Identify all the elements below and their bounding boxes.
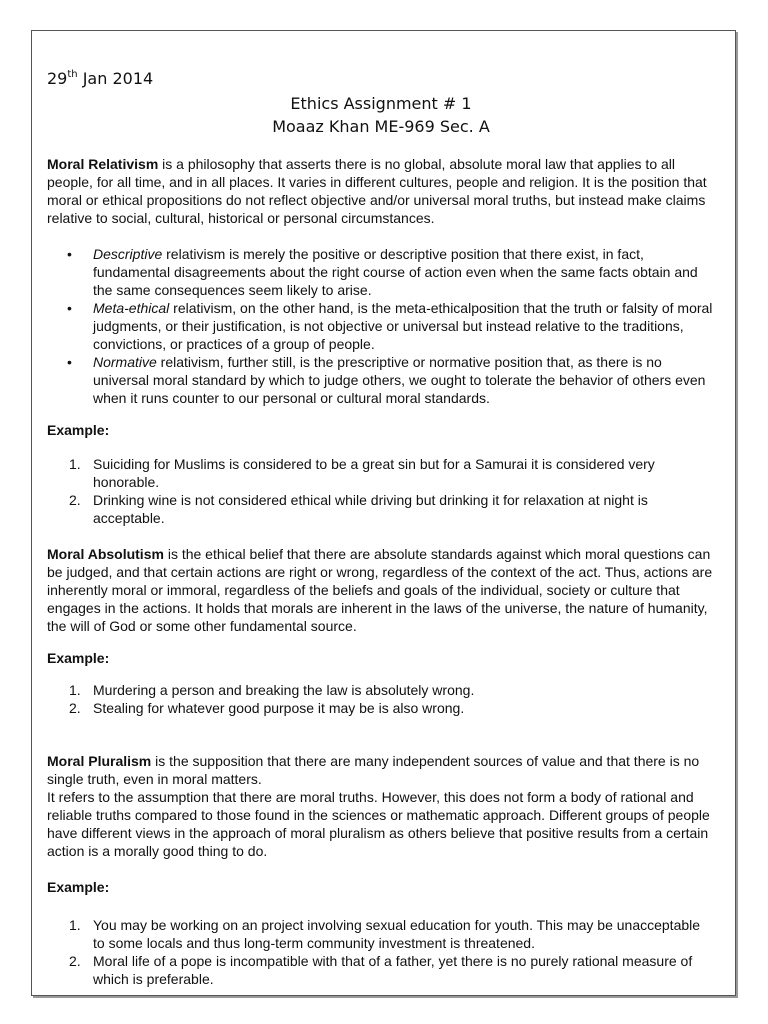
bullet-text: relativism, further still, is the prescriptive or normative position that, as there is no universal moral standard by which to judge others, we ought to tolerate the behavior of others even when it runs counter to our personal or cultural moral standards.	[93, 354, 706, 406]
bullet-term: Descriptive	[93, 246, 163, 262]
pluralism-term: Moral Pluralism	[47, 753, 152, 769]
date-rest: Jan 2014	[77, 69, 154, 88]
bullet-term: Normative	[93, 354, 157, 370]
relativism-example-heading: Example:	[47, 422, 110, 438]
item-number: 1.	[69, 917, 81, 933]
relativism-examples	[47, 455, 715, 527]
absolutism-text: is the ethical belief that there are absolute standards against which moral questions can be judged, and that certain actions are right or wrong, regardless of the context of the act. Thus, actions are inherently moral or immoral, regardless of the beliefs and goals of the individual, society or culture that engages in the actions. It holds that morals are inherent in the laws of the universe, the nature of humanity, the will of God or some other fundamental source.	[47, 546, 713, 634]
relativism-paragraph	[47, 155, 715, 227]
absolutism-examples	[47, 681, 715, 717]
pluralism-paragraph	[47, 752, 715, 788]
document-subtitle: Moaaz Khan ME-969 Sec. A	[272, 117, 490, 136]
document-date	[47, 68, 715, 90]
item-text: You may be working on an project involving sexual education for youth. This may be unacceptable to some locals and thus long-term community investment is threatened.	[93, 917, 701, 951]
title-block	[47, 92, 715, 138]
item-number: 2.	[69, 700, 81, 716]
item-text: Stealing for whatever good purpose it may be is also wrong.	[93, 700, 465, 716]
item-text: Drinking wine is not considered ethical while driving but drinking it for relaxation at night is acceptable.	[93, 492, 648, 526]
item-text: Moral life of a pope is incompatible with that of a father, yet there is no purely rational measure of which is preferable.	[93, 953, 693, 987]
list-item	[69, 681, 715, 699]
relativism-text: is a philosophy that asserts there is no global, absolute moral law that applies to all people, for all time, and in all places. It varies in different cultures, people and religion. It is the position that moral or ethical propositions do not reflect objective and/or universal moral truths, but instead make claims relative to social, cultural, historical or personal circumstances.	[47, 156, 707, 226]
item-number: 2.	[69, 953, 81, 969]
item-text: Suiciding for Muslims is considered to be a great sin but for a Samurai it is considered very honorable.	[93, 456, 655, 490]
pluralism-paragraph-2: It refers to the assumption that there are moral truths. However, this does not form a body of rational and reliable truths compared to those found in the sciences or mathematic approach. Different groups of people have different views in the approach of moral pluralism as others believe that positive results from a certain action is a morally good thing to do.	[47, 789, 710, 859]
pluralism-text: is the supposition that there are many independent sources of value and that there is no single truth, even in moral matters.	[47, 753, 700, 787]
bullet-text: relativism is merely the positive or descriptive position that there exist, in fact, fundamental disagreements about the right course of action even when the same facts obtain and the same consequences seem likely to arise.	[93, 246, 698, 298]
bullet-term: Meta-ethical	[93, 300, 170, 316]
pluralism-examples	[47, 916, 715, 988]
list-item	[93, 353, 715, 407]
pluralism-example-heading: Example:	[47, 879, 110, 895]
relativism-types-list	[47, 245, 715, 407]
relativism-term: Moral Relativism	[47, 156, 159, 172]
document-content	[47, 68, 715, 988]
list-item	[93, 245, 715, 299]
date-suffix: th	[67, 69, 78, 80]
document-title: Ethics Assignment # 1	[290, 94, 472, 113]
list-item	[93, 299, 715, 353]
list-item	[69, 491, 715, 527]
date-day: 29	[47, 69, 68, 88]
list-item	[69, 916, 715, 952]
list-item	[69, 455, 715, 491]
list-item	[69, 952, 715, 988]
bullet-text: relativism, on the other hand, is the meta-ethicalposition that the truth or falsity of moral judgments, or their justification, is not objective or universal but instead relative to the traditions, convictions, or practices of a group of people.	[93, 300, 713, 352]
item-number: 1.	[69, 682, 81, 698]
item-number: 1.	[69, 456, 81, 472]
item-text: Murdering a person and breaking the law is absolutely wrong.	[93, 682, 475, 698]
absolutism-paragraph	[47, 545, 715, 635]
list-item	[69, 699, 715, 717]
item-number: 2.	[69, 492, 81, 508]
absolutism-term: Moral Absolutism	[47, 546, 164, 562]
absolutism-example-heading: Example:	[47, 650, 110, 666]
